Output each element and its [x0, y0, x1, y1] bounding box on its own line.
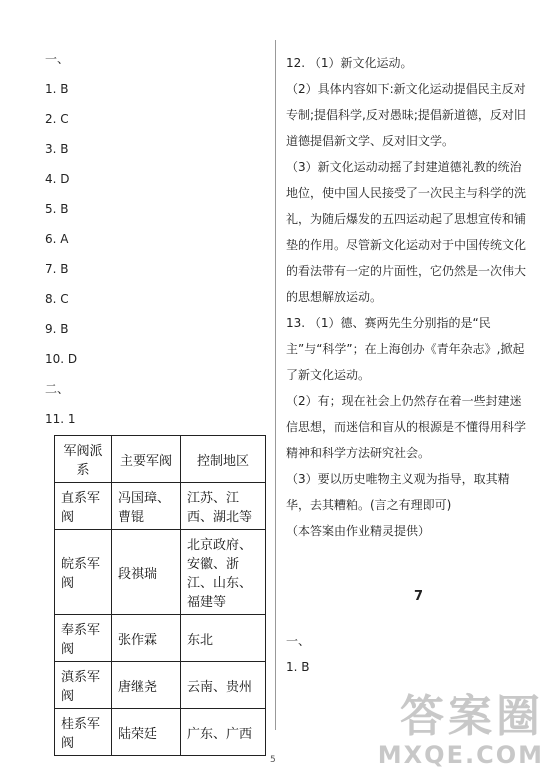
table-header-cell: 军阀派系: [55, 436, 112, 483]
answer-credit: （本答案由作业精灵提供）: [286, 524, 431, 538]
answer-line: 3. B: [45, 142, 69, 156]
table-cell: 北京政府、安徽、浙江、山东、福建等: [181, 530, 266, 615]
answer-line: 5. B: [45, 202, 69, 216]
table-header-cell: 主要军阀: [112, 436, 181, 483]
answer-line: 4. D: [45, 172, 70, 186]
next-section-heading: 一、: [286, 634, 311, 648]
table-cell: 广东、广西: [181, 709, 266, 756]
table-row: [55, 530, 266, 615]
table-cell: 皖系军阀: [55, 530, 112, 615]
right-column: [286, 50, 531, 680]
section-heading-two: 二、: [45, 382, 70, 396]
watermark-logo-text: 答案圈: [400, 691, 544, 742]
table-row: [55, 709, 266, 756]
section-heading-one: 一、: [45, 52, 70, 66]
warlord-table-container: [54, 435, 266, 756]
table-cell: 奉系军阀: [55, 615, 112, 662]
answer-line: 1. B: [45, 82, 69, 96]
answer-line: 8. C: [45, 292, 69, 306]
next-answer-line: 1. B: [286, 660, 310, 674]
answer-line: 9. B: [45, 322, 69, 336]
question-11-label: 11. 1: [45, 412, 76, 426]
watermark-url: MXQE.COM: [377, 741, 544, 769]
table-cell: 陆荣廷: [112, 709, 181, 756]
table-cell: 冯国璋、曹锟: [112, 483, 181, 530]
left-column: [45, 50, 265, 440]
table-cell: 张作霖: [112, 615, 181, 662]
table-cell: 唐继尧: [112, 662, 181, 709]
table-cell: 直系军阀: [55, 483, 112, 530]
table-cell: 江苏、江西、湖北等: [181, 483, 266, 530]
table-row: [55, 662, 266, 709]
answer-line: 10. D: [45, 352, 78, 366]
page-number: 5: [270, 755, 276, 765]
table-header-row: [55, 436, 266, 483]
question-12-title: 12. （1）新文化运动。: [286, 56, 413, 70]
table-cell: 段祺瑞: [112, 530, 181, 615]
table-cell: 滇系军阀: [55, 662, 112, 709]
table-cell: 东北: [181, 615, 266, 662]
question-13-part-2: （2）有；现在社会上仍然存在着一些封建迷信思想，而迷信和盲从的根源是不懂得用科学精神和科学方法研究社会。: [286, 394, 527, 460]
question-12-part-3: （3）新文化运动动摇了封建道德礼教的统治地位，使中国人民接受了一次民主与科学的洗礼，为随后爆发的五四运动起了思想宣传和铺垫的作用。尽管新文化运动对于中国传统文化的看法带有一定的片面性，它仍然是一次伟大的思想解放运动。: [286, 160, 527, 304]
question-13-part-1: 13. （1）德、赛两先生分别指的是“民主”与“科学”；在上海创办《青年杂志》,掀起了新文化运动。: [286, 316, 525, 382]
answer-line: 2. C: [45, 112, 69, 126]
table-row: [55, 483, 266, 530]
question-12-part-2: （2）具体内容如下:新文化运动提倡民主反对专制;提倡科学,反对愚昧;提倡新道德，反对旧道德提倡新文学、反对旧文学。: [286, 82, 526, 148]
table-cell: 云南、贵州: [181, 662, 266, 709]
warlord-table: [54, 435, 266, 756]
table-header-cell: 控制地区: [181, 436, 266, 483]
column-divider: [275, 40, 276, 730]
table-row: [55, 615, 266, 662]
site-watermark: [378, 693, 544, 769]
section-number: 7: [413, 589, 424, 604]
answer-line: 7. B: [45, 262, 69, 276]
question-13-part-3: （3）要以历史唯物主义观为指导，取其精华，去其糟粕。(言之有理即可): [286, 472, 510, 512]
answer-line: 6. A: [45, 232, 69, 246]
table-cell: 桂系军阀: [55, 709, 112, 756]
